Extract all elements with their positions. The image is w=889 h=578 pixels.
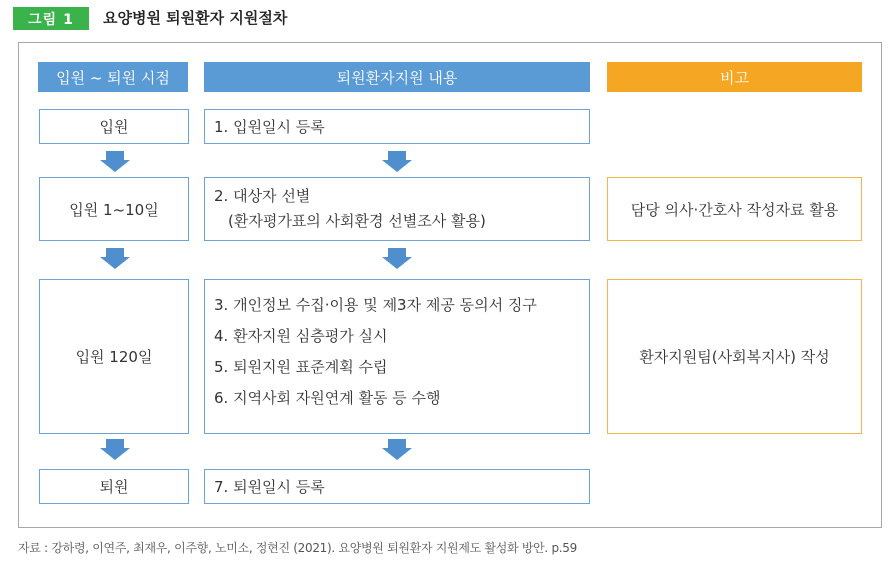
arrow-down-icon xyxy=(100,448,130,460)
stage-4-content xyxy=(204,469,590,504)
stage-4-timing: 퇴원 xyxy=(39,469,189,504)
arrow-down-icon xyxy=(100,257,130,269)
arrow-down-icon xyxy=(382,160,412,172)
stage-3-content-line-3: 5. 퇴원지원 표준계획 수립 xyxy=(214,358,388,376)
stage-1-timing: 입원 xyxy=(39,109,189,144)
stage-3-note: 환자지원팀(사회복지사) 작성 xyxy=(607,279,862,434)
header-timing: 입원 ~ 퇴원 시점 xyxy=(38,62,188,92)
stage-1-content-line-1: 1. 입원일시 등록 xyxy=(214,118,325,136)
stage-2-timing: 입원 1~10일 xyxy=(39,177,189,241)
stage-2-note: 담당 의사·간호사 작성자료 활용 xyxy=(607,177,862,241)
stage-4-content-line-1: 7. 퇴원일시 등록 xyxy=(214,478,325,496)
stage-2-content-line-2: (환자평가표의 사회환경 선별조사 활용) xyxy=(228,212,486,230)
figure-label-badge: 그림 1 xyxy=(13,7,89,30)
arrow-down-icon xyxy=(100,160,130,172)
stage-3-timing: 입원 120일 xyxy=(39,279,189,434)
stage-3-content xyxy=(204,279,590,434)
arrow-down-icon xyxy=(382,257,412,269)
stage-2-content-line-1: 2. 대상자 선별 xyxy=(214,187,311,205)
stage-2-content xyxy=(204,177,590,241)
header-note: 비고 xyxy=(607,62,862,92)
header-content: 퇴원환자지원 내용 xyxy=(204,62,590,92)
stage-1-content xyxy=(204,109,590,144)
stage-3-content-line-4: 6. 지역사회 자원연계 활동 등 수행 xyxy=(214,389,441,407)
arrow-down-icon xyxy=(382,448,412,460)
source-citation: 자료 : 강하령, 이연주, 최재우, 이주향, 노미소, 정현진 (2021). 요양병원 퇴원환자 지원제도 활성화 방안. p.59 xyxy=(18,541,577,555)
stage-3-content-line-2: 4. 환자지원 심층평가 실시 xyxy=(214,327,388,345)
figure-title: 요양병원 퇴원환자 지원절차 xyxy=(103,9,288,27)
stage-3-content-line-1: 3. 개인정보 수집·이용 및 제3자 제공 동의서 징구 xyxy=(214,296,537,314)
